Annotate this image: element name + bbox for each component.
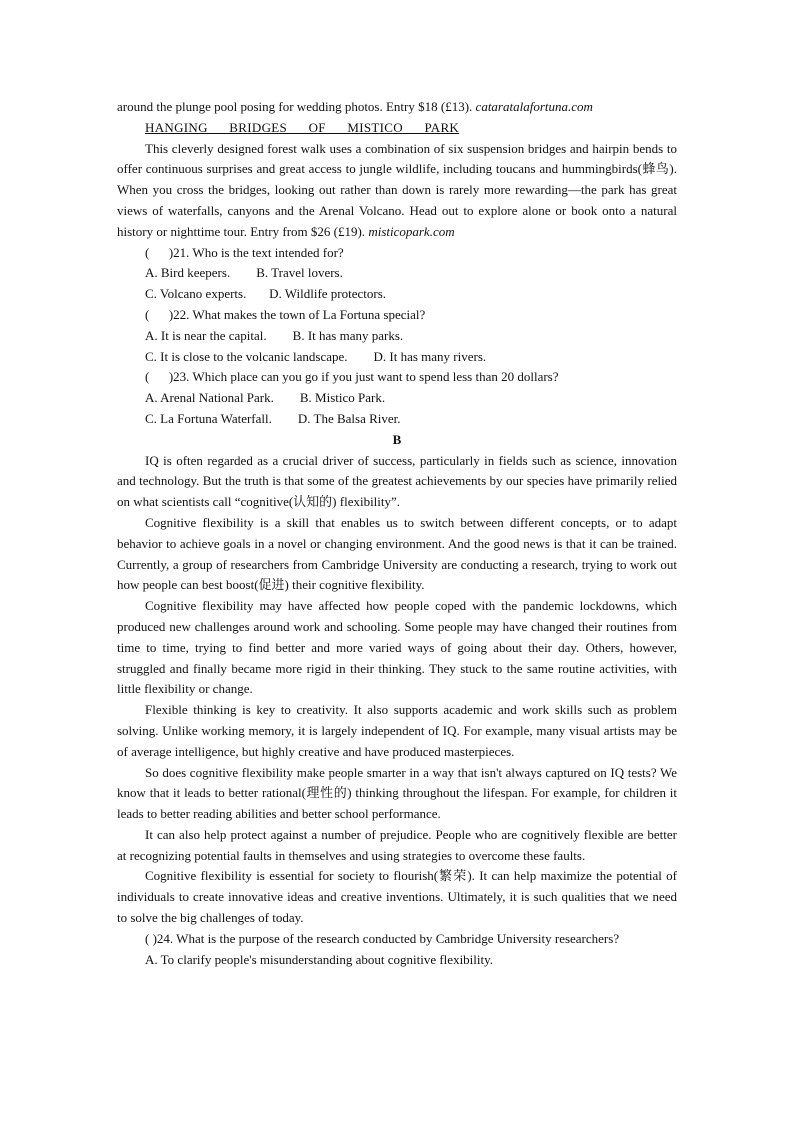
question-22 [117, 305, 677, 367]
question-21 [117, 243, 677, 305]
paragraph-1: IQ is often regarded as a crucial driver of success, particularly in fields such as science, innovation and technology. But the truth is that some of the greatest achievements by our species have primarily relied on what scientists call “cognitive(认知的) flexibility”. [117, 452, 677, 510]
section-label-b: B [392, 431, 402, 447]
question-stem: ( )22. What makes the town of La Fortuna special? [145, 306, 426, 322]
question-options: C. Volcano experts. D. Wildlife protectors. [145, 286, 387, 302]
paragraph-3: Cognitive flexibility may have affected how people coped with the pandemic lockdowns, which produced new challenges around work and schooling. Some people may have changed their routines from time to time, trying to find better and more varied ways of going about their day. Others, however, struggled and finally became more rigid in their thinking. They stuck to the same routine activities, with little flexibility or change. [117, 598, 677, 697]
paragraph-7: Cognitive flexibility is essential for society to flourish(繁荣). It can help maximize the potential of individuals to create innovative ideas and creative inventions. Ultimately, it is such qualities that we need to solve the big challenges of today. [117, 868, 677, 926]
question-23 [117, 367, 677, 429]
question-stem: ( )23. Which place can you go if you just want to spend less than 20 dollars? [145, 369, 559, 385]
document-page [117, 97, 677, 970]
paragraph-4: Flexible thinking is key to creativity. It also supports academic and work skills such as problem solving. Unlike working memory, it is largely independent of IQ. For example, many visual artists may be of average intelligence, but highly creative and have produced masterpieces. [117, 702, 677, 759]
question-stem: ( )21. Who is the text intended for? [145, 244, 344, 260]
body-text: around the plunge pool posing for wedding photos. Entry $18 (£13). [117, 99, 476, 114]
question-options: A. To clarify people's misunderstanding about cognitive flexibility. [145, 951, 494, 967]
question-options: A. It is near the capital. B. It has many parks. [145, 327, 404, 343]
question-options: C. It is close to the volcanic landscape. D. It has many rivers. [145, 348, 487, 364]
question-24 [117, 929, 677, 971]
question-options: C. La Fortuna Waterfall. D. The Balsa River. [145, 410, 401, 426]
section-heading-bridges: HANGING BRIDGES OF MISTICO PARK [145, 119, 460, 135]
website-url: cataratalafortuna.com [475, 99, 593, 114]
website-url: misticopark.com [368, 223, 455, 239]
paragraph-bridges [117, 139, 677, 243]
question-stem: ( )24. What is the purpose of the research conducted by Cambridge University researchers? [145, 930, 620, 946]
paragraph-2: Cognitive flexibility is a skill that enables us to switch between different concepts, or to adapt behavior to achieve goals in a novel or changing environment. And the good news is that it can be trained. Currently, a group of researchers from Cambridge University are conducting a research, trying to work out how people can best boost(促进) their cognitive flexibility. [117, 514, 677, 593]
question-options: A. Bird keepers. B. Travel lovers. [145, 265, 343, 281]
passage-a-tail [117, 97, 677, 118]
body-text: This cleverly designed forest walk uses a combination of six suspension bridges and hairpin bends to offer continuous surprises and great access to jungle wildlife, including toucans and hummingbirds(蜂鸟). When you cross the bridges, looking out rather than down is rarely more rewarding—the park has great views of waterfalls, canyons and the Arenal Volcano. Head out to explore alone or book onto a natural history or nighttime tour. Entry from $26 (£19). [117, 140, 677, 239]
paragraph-5: So does cognitive flexibility make people smarter in a way that isn't always captured on IQ tests? We know that it leads to better rational(理性的) thinking throughout the lifespan. For example, for children it leads to better reading abilities and better school performance. [117, 764, 677, 822]
question-options: A. Arenal National Park. B. Mistico Park. [145, 390, 386, 406]
paragraph-6: It can also help protect against a number of prejudice. People who are cognitively flexible are better at recognizing potential faults in themselves and using strategies to overcome these faults. [117, 826, 677, 863]
